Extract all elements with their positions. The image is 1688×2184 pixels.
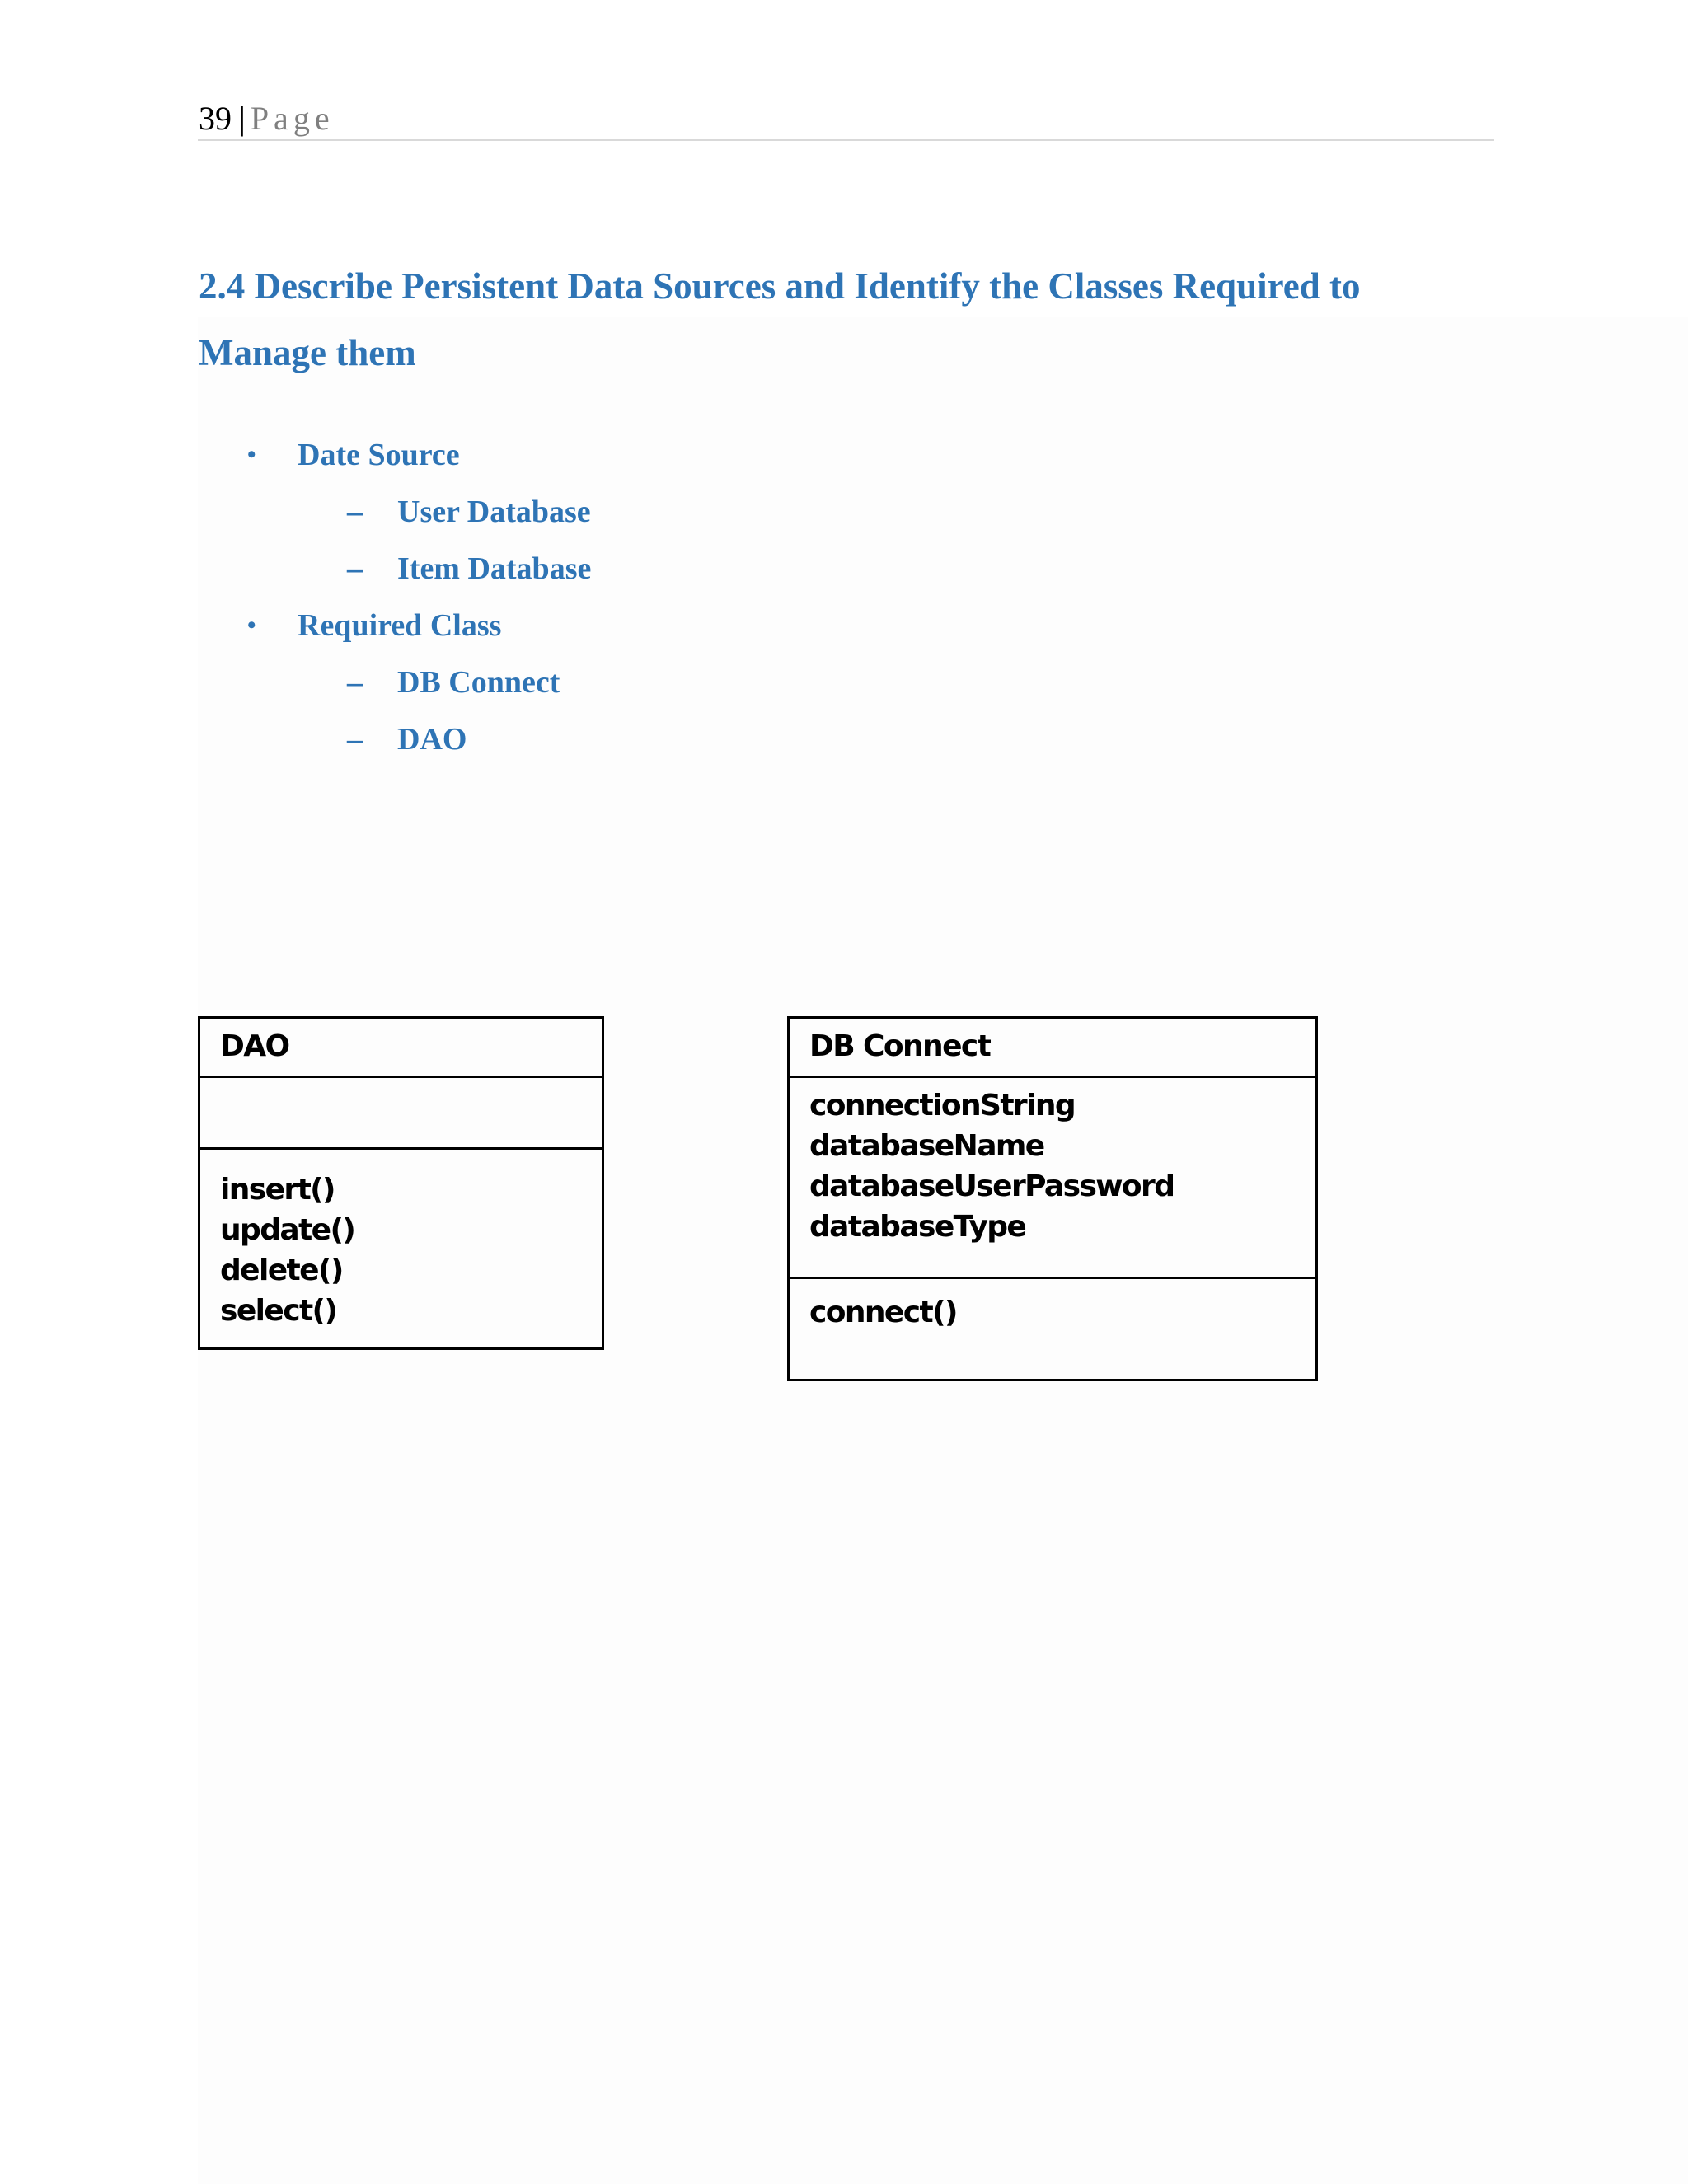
- sub-list-item-label: DB Connect: [397, 665, 560, 700]
- uml-operation: update(): [220, 1213, 355, 1247]
- uml-class-dao: [198, 1016, 604, 1350]
- uml-operation: delete(): [220, 1254, 343, 1287]
- section-heading: 2.4 Describe Persistent Data Sources and Identify the Classes Required to Manage them: [199, 265, 1361, 373]
- uml-attributes-section: [790, 1076, 1315, 1277]
- bullet-icon: •: [247, 441, 256, 468]
- uml-class-name: DB Connect: [809, 1029, 991, 1063]
- uml-class-name-section: [790, 1019, 1315, 1076]
- uml-attributes-section: [200, 1076, 602, 1147]
- uml-attribute: databaseType: [809, 1210, 1026, 1244]
- list-item-label: Required Class: [298, 608, 502, 643]
- page-label: Page: [250, 100, 335, 137]
- header-rule: [198, 139, 1494, 141]
- uml-operations-section: [200, 1147, 602, 1331]
- page-number: 39: [199, 100, 232, 137]
- uml-class-name: DAO: [220, 1029, 289, 1063]
- uml-class-name-section: [200, 1019, 602, 1076]
- sub-list-item-label: Item Database: [397, 551, 592, 586]
- dash-icon: –: [347, 494, 363, 529]
- uml-operations-section: [790, 1277, 1315, 1333]
- dash-icon: –: [347, 551, 363, 586]
- uml-class-db-connect: [787, 1016, 1318, 1381]
- uml-operation: connect(): [809, 1296, 957, 1329]
- uml-attribute: databaseUserPassword: [809, 1169, 1175, 1203]
- dash-icon: –: [347, 722, 363, 757]
- uml-operation: insert(): [220, 1173, 335, 1207]
- page-header-separator: |: [238, 100, 246, 137]
- uml-attribute: connectionString: [809, 1089, 1076, 1122]
- uml-attribute: databaseName: [809, 1129, 1044, 1163]
- bullet-icon: •: [247, 612, 256, 639]
- uml-operation: select(): [220, 1294, 337, 1328]
- sub-list-item-label: User Database: [397, 494, 591, 529]
- page-header: [199, 97, 335, 140]
- sub-list-item-label: DAO: [397, 722, 467, 757]
- dash-icon: –: [347, 665, 363, 700]
- list-item-label: Date Source: [298, 438, 460, 472]
